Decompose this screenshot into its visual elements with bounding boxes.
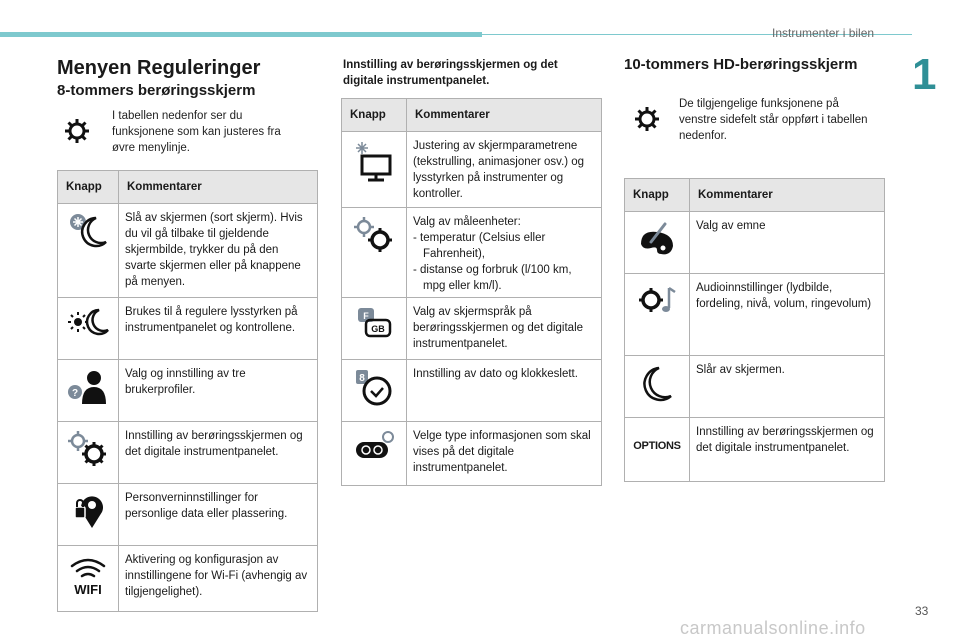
page-title: Menyen Reguleringer [57,57,261,79]
row-comment: Slå av skjermen (sort skjerm). Hvis du vil gå tilbake til gjeldende skjermbilde, trykker du på den svarte skjermen eller på knappene på menyen. [119,204,318,298]
chapter-number: 1 [912,50,937,99]
privacy-location-icon [58,484,119,546]
user-profile-icon [58,360,119,422]
audio-settings-icon [625,274,690,356]
table-row [58,360,318,422]
gear-icon [64,118,90,149]
watermark: carmanualsonline.info [680,618,866,638]
options-label: OPTIONS [633,440,681,452]
col-header-button: Knapp [342,99,407,132]
wifi-label: WIFI [74,582,102,597]
date-clock-icon [342,360,407,422]
options-label-icon [625,418,690,482]
row-comment [407,208,602,298]
table-row [625,212,885,274]
row-comment: Personverninnstillinger for personlige data eller plassering. [119,484,318,546]
list-item: - distanse og forbruk (l/100 km, mpg eller km/l). [413,264,572,292]
brightness-sun-moon-icon [58,298,119,360]
units-gears-icon [342,208,407,298]
right-table [624,178,885,482]
units-list [413,230,595,294]
col-header-comment: Kommentarer [690,179,885,212]
display-brightness-icon [342,132,407,208]
row-comment: Slår av skjermen. [690,356,885,418]
table-row [58,204,318,298]
info-type-icon [342,422,407,486]
row-comment: Justering av skjermparametrene (tekstrulling, animasjoner osv.) og lysstyrken på instrumenter og kontroller. [407,132,602,208]
row-comment: Innstilling av berøringsskjermen og det digitale instrumentpanelet. [690,418,885,482]
table-row [58,422,318,484]
table-row [625,356,885,418]
svg-text:F: F [363,311,369,321]
row-comment: Valg av skjermspråk på berøringsskjermen og det digitale instrumentpanelet. [407,298,602,360]
table-row [342,298,602,360]
table-row [625,274,885,356]
screen-off-moon-icon [58,204,119,298]
row-comment: Innstilling av dato og klokkeslett. [407,360,602,422]
header-accent-bar [0,32,482,37]
left-intro: I tabellen nedenfor ser du funksjonene som kan justeres fra øvre menylinje. [112,110,281,154]
table-row [342,360,602,422]
middle-table [341,98,602,486]
settings-gears-icon [58,422,119,484]
table-row [342,132,602,208]
table-row [625,418,885,482]
wifi-icon [58,546,119,612]
table-row [58,298,318,360]
row-comment: Innstilling av berøringsskjermen og det digitale instrumentpanelet. [119,422,318,484]
table-row [342,208,602,298]
svg-text:8: 8 [359,373,365,384]
language-icon [342,298,407,360]
row-comment: Audioinnstillinger (lydbilde, fordeling, nivå, volum, ringevolum) [690,274,885,356]
col-header-button: Knapp [58,171,119,204]
svg-text:GB: GB [371,324,385,334]
gear-icon [634,106,660,137]
right-title: 10-tommers HD-berøringsskjerm [624,56,858,73]
table-row [58,484,318,546]
svg-text:?: ? [71,388,79,399]
units-intro: Valg av måleenheter: [413,216,521,228]
left-subtitle: 8-tommers berøringsskjerm [57,82,256,99]
row-comment: Velge type informasjonen som skal vises på det digitale instrumentpanelet. [407,422,602,486]
row-comment: Aktivering og konfigurasjon av innstillingene for Wi-Fi (avhengig av tilgjengelighet). [119,546,318,612]
middle-title: Innstilling av berøringsskjermen og det digitale instrumentpanelet. [343,59,558,87]
table-row [58,546,318,612]
list-item: - temperatur (Celsius eller Fahrenheit), [413,232,546,260]
right-intro: De tilgjengelige funksjonene på venstre sidefelt står oppført i tabellen nedenfor. [679,98,868,142]
row-comment: Valg og innstilling av tre brukerprofiler. [119,360,318,422]
row-comment: Brukes til å regulere lysstyrken på instrumentpanelet og kontrollene. [119,298,318,360]
section-title: Instrumenter i bilen [772,26,875,40]
col-header-comment: Kommentarer [407,99,602,132]
row-comment: Valg av emne [690,212,885,274]
left-table [57,170,318,612]
table-row [342,422,602,486]
screen-off-moon-icon [625,356,690,418]
col-header-button: Knapp [625,179,690,212]
page-number: 33 [915,604,929,618]
col-header-comment: Kommentarer [119,171,318,204]
theme-palette-icon [625,212,690,274]
